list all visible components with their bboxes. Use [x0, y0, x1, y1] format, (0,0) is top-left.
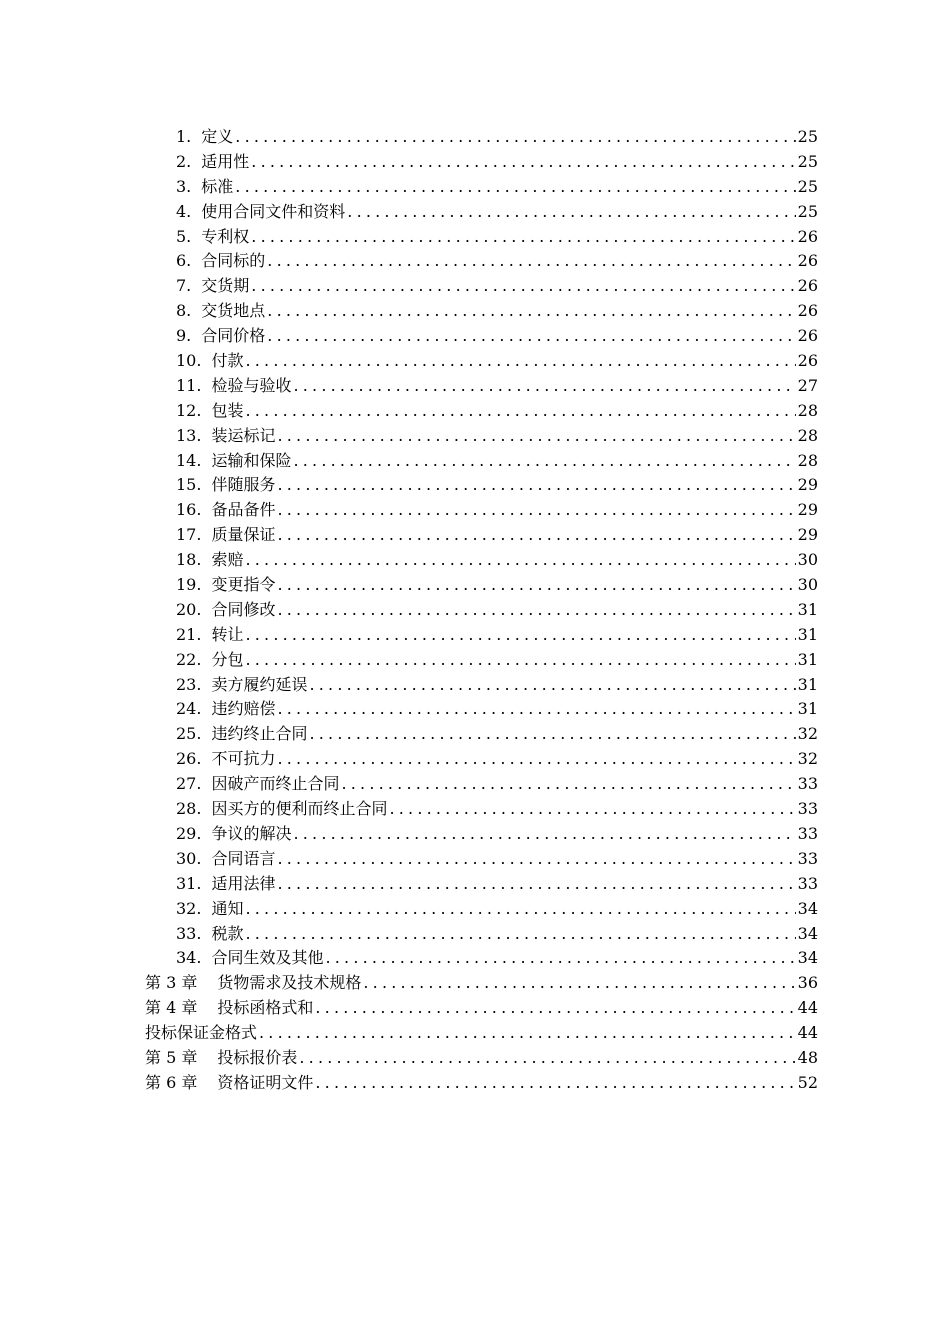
toc-entry[interactable] — [176, 274, 818, 299]
toc-page-number: 26 — [797, 301, 818, 321]
toc-entry[interactable] — [176, 249, 818, 274]
toc-dot-leader — [275, 598, 795, 623]
toc-entry[interactable] — [176, 200, 818, 225]
toc-dot-leader — [345, 200, 795, 225]
toc-entry-number: 20. — [176, 599, 202, 619]
toc-dot-leader — [265, 324, 795, 349]
toc-page-number: 44 — [797, 1023, 818, 1043]
toc-chapter-line — [145, 996, 818, 1021]
toc-entry-title: 专利权 — [201, 226, 250, 246]
toc-entry-line — [176, 548, 818, 573]
toc-dot-leader — [297, 1046, 795, 1071]
toc-dot-leader — [243, 349, 795, 374]
toc-entry[interactable] — [176, 697, 818, 722]
toc-page-number: 34 — [797, 923, 818, 943]
toc-entry[interactable] — [176, 324, 818, 349]
toc-entry-number: 22. — [176, 649, 202, 669]
toc-dot-leader — [361, 971, 795, 996]
toc-entry-line — [176, 399, 818, 424]
toc-entry-line — [176, 374, 818, 399]
toc-page-number: 26 — [797, 326, 818, 346]
toc-entry-title: 适用性 — [201, 151, 250, 171]
toc-dot-leader — [275, 473, 795, 498]
toc-page-number: 28 — [797, 400, 818, 420]
toc-dot-leader — [307, 722, 795, 747]
toc-entry-line — [176, 200, 818, 225]
toc-page-number: 48 — [797, 1047, 818, 1067]
toc-page-number: 31 — [797, 649, 818, 669]
toc-dot-leader — [313, 996, 795, 1021]
toc-entry-number: 5. — [176, 226, 192, 246]
toc-entry[interactable] — [176, 523, 818, 548]
toc-entry-line — [176, 797, 818, 822]
toc-entry-number: 33. — [176, 923, 202, 943]
toc-dot-leader — [275, 523, 795, 548]
toc-entry-number: 9. — [176, 326, 192, 346]
toc-page-number: 33 — [797, 799, 818, 819]
toc-entry-number: 15. — [176, 475, 202, 495]
toc-chapter-entry[interactable] — [145, 971, 818, 996]
toc-entry-number: 16. — [176, 500, 202, 520]
toc-chapter-entry[interactable] — [145, 1046, 818, 1071]
toc-page-number: 29 — [797, 475, 818, 495]
toc-dot-leader — [233, 125, 795, 150]
toc-entry-line — [176, 573, 818, 598]
toc-entry[interactable] — [176, 946, 818, 971]
toc-page-number: 30 — [797, 550, 818, 570]
toc-entry[interactable] — [176, 449, 818, 474]
toc-dot-leader — [243, 623, 795, 648]
toc-entry-number: 34. — [176, 948, 202, 968]
toc-entry[interactable] — [176, 374, 818, 399]
toc-entry-number: 21. — [176, 624, 202, 644]
toc-entry-line — [176, 623, 818, 648]
toc-entry-number: 19. — [176, 575, 202, 595]
toc-chapter-label: 第 3 章 — [145, 973, 198, 993]
toc-entry-number: 3. — [176, 176, 192, 196]
toc-entry[interactable] — [176, 299, 818, 324]
toc-dot-leader — [257, 1021, 796, 1046]
toc-entry-line — [176, 150, 818, 175]
toc-entry[interactable] — [176, 349, 818, 374]
toc-entry-number: 7. — [176, 276, 192, 296]
toc-entry-title: 合同价格 — [201, 326, 266, 346]
toc-entry[interactable] — [176, 399, 818, 424]
toc-dot-leader — [265, 249, 795, 274]
toc-chapter-title: 投标报价表 — [217, 1047, 298, 1067]
toc-entry-title: 标准 — [201, 176, 234, 196]
toc-page-number: 25 — [797, 127, 818, 146]
toc-entry-line — [176, 424, 818, 449]
toc-page-number: 31 — [797, 624, 818, 644]
toc-entry-title: 分包 — [211, 649, 244, 669]
toc-entry-line — [176, 772, 818, 797]
toc-entry-number: 18. — [176, 550, 202, 570]
toc-page-number: 30 — [797, 575, 818, 595]
toc-chapter-entry[interactable] — [145, 996, 818, 1021]
toc-page-number: 25 — [797, 176, 818, 196]
toc-chapter-label: 第 5 章 — [145, 1047, 198, 1067]
toc-page-number: 26 — [797, 251, 818, 271]
toc-page-number: 27 — [797, 375, 818, 395]
toc-dot-leader — [265, 299, 795, 324]
toc-entry-number: 12. — [176, 400, 202, 420]
toc-entry[interactable] — [176, 424, 818, 449]
toc-entry-line — [176, 847, 818, 872]
toc-entry-number: 4. — [176, 201, 192, 221]
toc-dot-leader — [233, 175, 795, 200]
toc-entry-title: 使用合同文件和资料 — [201, 201, 346, 221]
toc-page-number: 29 — [797, 525, 818, 545]
toc-entry-number: 29. — [176, 823, 202, 843]
toc-entry[interactable] — [176, 623, 818, 648]
toc-entry-number: 13. — [176, 425, 202, 445]
toc-page-number: 26 — [797, 226, 818, 246]
toc-entry-number: 23. — [176, 674, 202, 694]
toc-chapter-entry[interactable] — [145, 1071, 818, 1096]
table-of-contents — [0, 125, 950, 1096]
toc-entry-number: 32. — [176, 898, 202, 918]
toc-entry-line — [176, 175, 818, 200]
toc-dot-leader — [291, 822, 795, 847]
toc-entry-title: 包装 — [211, 400, 244, 420]
toc-entry-number: 8. — [176, 301, 192, 321]
toc-entry-number: 14. — [176, 450, 202, 470]
toc-entry-title: 质量保证 — [211, 525, 276, 545]
toc-entry-number: 11. — [176, 375, 202, 395]
toc-entry-number: 25. — [176, 724, 202, 744]
toc-dot-leader — [291, 374, 795, 399]
toc-entry-number: 10. — [176, 351, 202, 371]
toc-page-number: 25 — [797, 151, 818, 171]
toc-dot-leader — [387, 797, 795, 822]
toc-entry-title: 税款 — [211, 923, 244, 943]
toc-entry-title: 交货地点 — [201, 301, 266, 321]
toc-entry-title: 合同语言 — [211, 848, 276, 868]
toc-entry[interactable] — [176, 225, 818, 250]
toc-chapter-title: 投标保证金格式 — [145, 1023, 258, 1043]
toc-chapter-label: 第 4 章 — [145, 998, 198, 1018]
toc-dot-leader — [243, 648, 795, 673]
toc-dot-leader — [275, 847, 795, 872]
toc-entry-title: 合同标的 — [201, 251, 266, 271]
toc-entry-line — [176, 349, 818, 374]
toc-entry-number: 17. — [176, 525, 202, 545]
toc-entry-title: 违约终止合同 — [211, 724, 308, 744]
toc-entry-line — [176, 523, 818, 548]
toc-page-number: 34 — [797, 948, 818, 968]
toc-entry[interactable] — [176, 772, 818, 797]
toc-dot-leader — [275, 872, 795, 897]
toc-entry-line — [176, 324, 818, 349]
toc-entry-line — [176, 249, 818, 274]
toc-page-number: 33 — [797, 873, 818, 893]
toc-chapter-label: 第 6 章 — [145, 1072, 198, 1092]
toc-chapter-line — [145, 1046, 818, 1071]
toc-page-number: 31 — [797, 599, 818, 619]
toc-page-number: 25 — [797, 201, 818, 221]
toc-dot-leader — [323, 946, 795, 971]
toc-entry-title: 定义 — [201, 127, 234, 146]
toc-entry-number: 2. — [176, 151, 192, 171]
toc-dot-leader — [249, 274, 795, 299]
toc-entry-title: 索赔 — [211, 550, 244, 570]
toc-chapter-title: 货物需求及技术规格 — [217, 973, 362, 993]
toc-entry-title: 变更指令 — [211, 575, 276, 595]
toc-entry-line — [176, 946, 818, 971]
toc-page-number: 29 — [797, 500, 818, 520]
toc-chapter-entry[interactable] — [145, 1021, 818, 1046]
toc-entry[interactable] — [176, 598, 818, 623]
toc-entry-line — [176, 822, 818, 847]
toc-entry-number: 31. — [176, 873, 202, 893]
toc-entry-title: 通知 — [211, 898, 244, 918]
toc-page-number: 31 — [797, 699, 818, 719]
toc-dot-leader — [307, 673, 795, 698]
toc-dot-leader — [249, 225, 795, 250]
toc-entry-line — [176, 274, 818, 299]
toc-entry-number: 28. — [176, 799, 202, 819]
toc-entry-title: 交货期 — [201, 276, 250, 296]
toc-entry-title: 装运标记 — [211, 425, 276, 445]
toc-dot-leader — [275, 424, 795, 449]
toc-entry-title: 检验与验收 — [211, 375, 292, 395]
toc-entry-number: 1. — [176, 127, 192, 146]
toc-entry-line — [176, 673, 818, 698]
toc-entry-line — [176, 125, 818, 150]
toc-page-number: 31 — [797, 674, 818, 694]
toc-entry-title: 付款 — [211, 351, 244, 371]
toc-entry-line — [176, 473, 818, 498]
toc-dot-leader — [275, 697, 795, 722]
toc-entry-line — [176, 498, 818, 523]
toc-entry[interactable] — [176, 822, 818, 847]
toc-page-number: 34 — [797, 898, 818, 918]
toc-entry-line — [176, 648, 818, 673]
toc-entry-title: 合同生效及其他 — [211, 948, 324, 968]
toc-page-number: 36 — [797, 973, 818, 993]
toc-page-number: 28 — [797, 425, 818, 445]
toc-chapter-title: 投标函格式和 — [217, 998, 314, 1018]
toc-dot-leader — [291, 449, 795, 474]
toc-entry[interactable] — [176, 548, 818, 573]
toc-entry-number: 26. — [176, 749, 202, 769]
toc-entry-number: 27. — [176, 774, 202, 794]
toc-entry[interactable] — [176, 872, 818, 897]
toc-dot-leader — [339, 772, 795, 797]
toc-entry[interactable] — [176, 922, 818, 947]
toc-page-number: 33 — [797, 823, 818, 843]
toc-chapter-title: 资格证明文件 — [217, 1072, 314, 1092]
toc-entry-line — [176, 299, 818, 324]
toc-entry[interactable] — [176, 498, 818, 523]
toc-entry-title: 不可抗力 — [211, 749, 276, 769]
toc-chapter-line — [145, 1021, 818, 1046]
toc-page-number: 44 — [797, 998, 818, 1018]
toc-entry-title: 转让 — [211, 624, 244, 644]
toc-page-number: 26 — [797, 276, 818, 296]
toc-page-number: 33 — [797, 774, 818, 794]
toc-page-number: 32 — [797, 749, 818, 769]
toc-entry[interactable] — [176, 175, 818, 200]
toc-dot-leader — [243, 922, 795, 947]
toc-dot-leader — [275, 573, 795, 598]
toc-chapter-line — [145, 1071, 818, 1096]
toc-entry-line — [176, 897, 818, 922]
toc-entry-title: 适用法律 — [211, 873, 276, 893]
toc-entry-number: 6. — [176, 251, 192, 271]
toc-entry-title: 争议的解决 — [211, 823, 292, 843]
toc-dot-leader — [313, 1071, 795, 1096]
toc-entry[interactable] — [176, 648, 818, 673]
toc-entry-line — [176, 872, 818, 897]
toc-dot-leader — [243, 897, 795, 922]
toc-entry-title: 运输和保险 — [211, 450, 292, 470]
toc-entry-line — [176, 722, 818, 747]
toc-entry-title: 合同修改 — [211, 599, 276, 619]
toc-entry-number: 30. — [176, 848, 202, 868]
toc-page-number: 32 — [797, 724, 818, 744]
toc-entry-number: 24. — [176, 699, 202, 719]
toc-page-number: 52 — [797, 1072, 818, 1092]
toc-entry[interactable] — [176, 847, 818, 872]
toc-entry[interactable] — [176, 125, 818, 150]
toc-entry-title: 因买方的便利而终止合同 — [211, 799, 388, 819]
toc-entry-line — [176, 449, 818, 474]
toc-entry-title: 备品备件 — [211, 500, 276, 520]
toc-entry-title: 因破产而终止合同 — [211, 774, 340, 794]
toc-entry-title: 伴随服务 — [211, 475, 276, 495]
toc-dot-leader — [249, 150, 795, 175]
toc-dot-leader — [275, 747, 795, 772]
toc-entry[interactable] — [176, 747, 818, 772]
toc-entry-line — [176, 225, 818, 250]
toc-entry[interactable] — [176, 573, 818, 598]
toc-dot-leader — [275, 498, 795, 523]
toc-entry[interactable] — [176, 897, 818, 922]
toc-entry-line — [176, 697, 818, 722]
toc-chapter-line — [145, 971, 818, 996]
toc-page-number: 28 — [797, 450, 818, 470]
toc-page-number: 33 — [797, 848, 818, 868]
toc-entry-line — [176, 922, 818, 947]
toc-entry-title: 卖方履约延误 — [211, 674, 308, 694]
toc-entry[interactable] — [176, 797, 818, 822]
toc-entry-title: 违约赔偿 — [211, 699, 276, 719]
toc-entry[interactable] — [176, 150, 818, 175]
toc-dot-leader — [243, 548, 795, 573]
toc-entry[interactable] — [176, 673, 818, 698]
toc-page-number: 26 — [797, 351, 818, 371]
toc-entry-line — [176, 598, 818, 623]
toc-entry[interactable] — [176, 722, 818, 747]
toc-entry[interactable] — [176, 473, 818, 498]
toc-entry-line — [176, 747, 818, 772]
toc-dot-leader — [243, 399, 795, 424]
